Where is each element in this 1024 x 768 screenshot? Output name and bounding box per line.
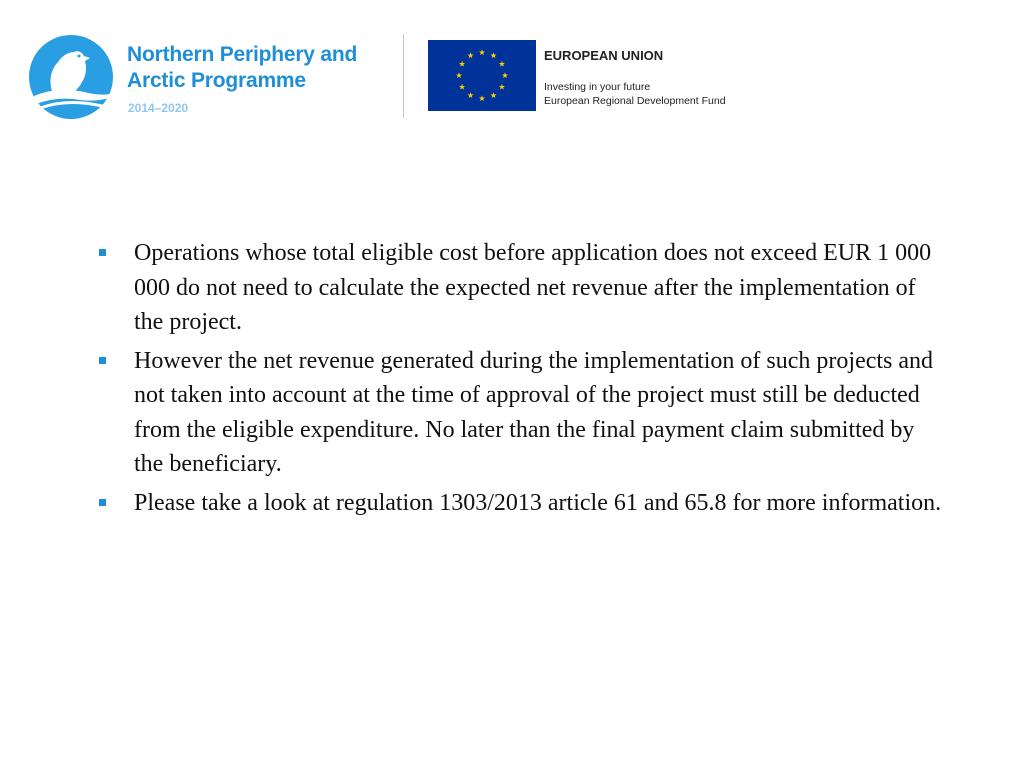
slide-body: [96, 236, 946, 524]
bullet-list: [96, 236, 946, 520]
programme-name-line1: Northern Periphery and: [127, 43, 358, 66]
square-bullet-icon: [99, 249, 106, 256]
eu-tagline-line2: European Regional Development Fund: [544, 95, 726, 107]
bullet-text: Operations whose total eligible cost before application does not exceed EUR 1 000 000 do not need to calculate the expected net revenue after the implementation of the project.: [134, 240, 932, 335]
eu-tagline-line1: Investing in your future: [544, 81, 651, 93]
slide-header: [0, 0, 1024, 140]
square-bullet-icon: [99, 499, 106, 506]
npa-bird-logo-icon: [28, 34, 114, 120]
bullet-item: [96, 344, 946, 482]
programme-name-line2: Arctic Programme: [127, 69, 306, 92]
bullet-text: However the net revenue generated during the implementation of such projects and not taken into account at the time of approval of the project must still be deducted from the eligible expenditure. No later than the final payment claim submitted by the beneficiary.: [134, 347, 934, 477]
eu-tagline: [544, 80, 726, 108]
bullet-item: [96, 486, 946, 521]
bullet-text: Please take a look at regulation 1303/2013 article 61 and 65.8 for more information.: [134, 489, 942, 516]
square-bullet-icon: [99, 357, 106, 364]
bullet-item: [96, 236, 946, 340]
programme-name: [127, 42, 357, 94]
logo-divider: [403, 34, 404, 118]
programme-years: 2014–2020: [128, 101, 189, 115]
eu-name: EUROPEAN UNION: [544, 48, 664, 63]
eu-flag-icon: [428, 40, 536, 111]
